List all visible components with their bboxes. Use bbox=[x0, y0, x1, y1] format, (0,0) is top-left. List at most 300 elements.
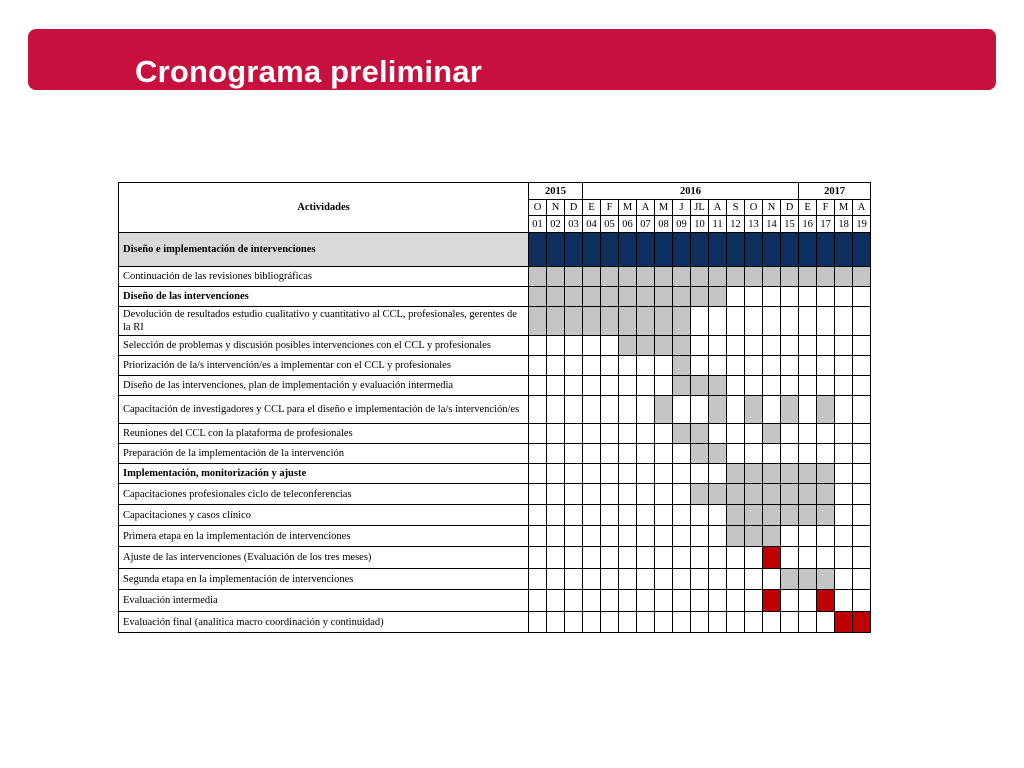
empty-cell bbox=[583, 612, 601, 633]
empty-cell bbox=[529, 590, 547, 612]
empty-cell bbox=[529, 569, 547, 590]
activity-label: Priorización de la/s intervención/es a implementar con el CCL y profesionales bbox=[119, 356, 529, 376]
activity-label: Preparación de la implementación de la intervención bbox=[119, 444, 529, 464]
empty-cell bbox=[799, 287, 817, 307]
empty-cell bbox=[835, 484, 853, 505]
empty-cell bbox=[727, 356, 745, 376]
section-bar-cell bbox=[583, 233, 601, 267]
section-bar-cell bbox=[745, 233, 763, 267]
empty-cell bbox=[565, 590, 583, 612]
section-bar-cell bbox=[799, 233, 817, 267]
activity-label: Ajuste de las intervenciones (Evaluación de los tres meses) bbox=[119, 547, 529, 569]
period-number-header: 19 bbox=[853, 216, 871, 233]
planned-cell bbox=[799, 505, 817, 526]
empty-cell bbox=[727, 612, 745, 633]
empty-cell bbox=[853, 376, 871, 396]
empty-cell bbox=[691, 547, 709, 569]
empty-cell bbox=[637, 444, 655, 464]
planned-cell bbox=[601, 287, 619, 307]
empty-cell bbox=[529, 424, 547, 444]
planned-cell bbox=[709, 267, 727, 287]
planned-cell bbox=[529, 307, 547, 336]
planned-cell bbox=[763, 267, 781, 287]
empty-cell bbox=[853, 590, 871, 612]
empty-cell bbox=[673, 590, 691, 612]
empty-cell bbox=[835, 569, 853, 590]
planned-cell bbox=[601, 267, 619, 287]
period-number-header: 01 bbox=[529, 216, 547, 233]
empty-cell bbox=[619, 396, 637, 424]
milestone-cell bbox=[817, 590, 835, 612]
empty-cell bbox=[799, 356, 817, 376]
empty-cell bbox=[799, 612, 817, 633]
empty-cell bbox=[799, 526, 817, 547]
planned-cell bbox=[709, 444, 727, 464]
empty-cell bbox=[547, 396, 565, 424]
activities-header: Actividades bbox=[119, 183, 529, 233]
planned-cell bbox=[781, 396, 799, 424]
planned-cell bbox=[655, 336, 673, 356]
month-header: A bbox=[637, 200, 655, 216]
planned-cell bbox=[817, 396, 835, 424]
activity-label: Evaluación intermedia bbox=[119, 590, 529, 612]
activity-label: Segunda etapa en la implementación de intervenciones bbox=[119, 569, 529, 590]
empty-cell bbox=[781, 444, 799, 464]
empty-cell bbox=[637, 484, 655, 505]
period-number-header: 15 bbox=[781, 216, 799, 233]
planned-cell bbox=[763, 424, 781, 444]
empty-cell bbox=[691, 464, 709, 484]
month-header: M bbox=[655, 200, 673, 216]
activity-row bbox=[119, 444, 871, 464]
empty-cell bbox=[565, 547, 583, 569]
empty-cell bbox=[835, 590, 853, 612]
planned-cell bbox=[763, 484, 781, 505]
planned-cell bbox=[691, 287, 709, 307]
month-header: O bbox=[529, 200, 547, 216]
month-header: A bbox=[853, 200, 871, 216]
empty-cell bbox=[709, 464, 727, 484]
empty-cell bbox=[691, 590, 709, 612]
empty-cell bbox=[763, 376, 781, 396]
empty-cell bbox=[583, 569, 601, 590]
planned-cell bbox=[727, 484, 745, 505]
period-number-header: 11 bbox=[709, 216, 727, 233]
empty-cell bbox=[709, 336, 727, 356]
empty-cell bbox=[691, 356, 709, 376]
empty-cell bbox=[817, 526, 835, 547]
header-years-row bbox=[119, 183, 871, 200]
period-number-header: 09 bbox=[673, 216, 691, 233]
empty-cell bbox=[529, 484, 547, 505]
empty-cell bbox=[781, 590, 799, 612]
empty-cell bbox=[565, 464, 583, 484]
planned-cell bbox=[727, 526, 745, 547]
empty-cell bbox=[565, 396, 583, 424]
empty-cell bbox=[817, 356, 835, 376]
planned-cell bbox=[691, 484, 709, 505]
month-header: A bbox=[709, 200, 727, 216]
month-header: J bbox=[673, 200, 691, 216]
empty-cell bbox=[835, 287, 853, 307]
section-bar-cell bbox=[637, 233, 655, 267]
planned-cell bbox=[709, 396, 727, 424]
empty-cell bbox=[709, 547, 727, 569]
empty-cell bbox=[691, 526, 709, 547]
empty-cell bbox=[853, 396, 871, 424]
empty-cell bbox=[853, 336, 871, 356]
empty-cell bbox=[835, 464, 853, 484]
month-header: O bbox=[745, 200, 763, 216]
empty-cell bbox=[673, 396, 691, 424]
empty-cell bbox=[565, 505, 583, 526]
activity-row bbox=[119, 267, 871, 287]
empty-cell bbox=[835, 505, 853, 526]
empty-cell bbox=[619, 612, 637, 633]
empty-cell bbox=[781, 526, 799, 547]
empty-cell bbox=[655, 356, 673, 376]
empty-cell bbox=[619, 424, 637, 444]
empty-cell bbox=[547, 336, 565, 356]
empty-cell bbox=[529, 356, 547, 376]
empty-cell bbox=[763, 569, 781, 590]
section-bar-cell bbox=[529, 233, 547, 267]
empty-cell bbox=[709, 424, 727, 444]
empty-cell bbox=[583, 424, 601, 444]
empty-cell bbox=[655, 547, 673, 569]
empty-cell bbox=[637, 526, 655, 547]
empty-cell bbox=[583, 547, 601, 569]
milestone-cell bbox=[763, 547, 781, 569]
activity-label: Diseño de las intervenciones, plan de implementación y evaluación intermedia bbox=[119, 376, 529, 396]
month-header: F bbox=[817, 200, 835, 216]
planned-cell bbox=[727, 267, 745, 287]
empty-cell bbox=[583, 484, 601, 505]
empty-cell bbox=[547, 547, 565, 569]
planned-cell bbox=[583, 287, 601, 307]
planned-cell bbox=[745, 526, 763, 547]
empty-cell bbox=[691, 307, 709, 336]
planned-cell bbox=[835, 267, 853, 287]
empty-cell bbox=[637, 505, 655, 526]
planned-cell bbox=[619, 267, 637, 287]
empty-cell bbox=[601, 396, 619, 424]
empty-cell bbox=[853, 444, 871, 464]
section-bar-cell bbox=[547, 233, 565, 267]
activity-label: Capacitación de investigadores y CCL para el diseño e implementación de la/s intervención/es bbox=[119, 396, 529, 424]
empty-cell bbox=[529, 612, 547, 633]
period-number-header: 14 bbox=[763, 216, 781, 233]
empty-cell bbox=[835, 336, 853, 356]
section-bar-cell bbox=[727, 233, 745, 267]
empty-cell bbox=[763, 287, 781, 307]
planned-cell bbox=[817, 569, 835, 590]
planned-cell bbox=[727, 505, 745, 526]
section-bar-cell bbox=[763, 233, 781, 267]
planned-cell bbox=[619, 307, 637, 336]
empty-cell bbox=[727, 424, 745, 444]
empty-cell bbox=[529, 505, 547, 526]
empty-cell bbox=[727, 590, 745, 612]
empty-cell bbox=[835, 376, 853, 396]
empty-cell bbox=[745, 424, 763, 444]
empty-cell bbox=[709, 569, 727, 590]
empty-cell bbox=[727, 287, 745, 307]
empty-cell bbox=[619, 526, 637, 547]
empty-cell bbox=[763, 612, 781, 633]
empty-cell bbox=[817, 612, 835, 633]
empty-cell bbox=[817, 376, 835, 396]
empty-cell bbox=[637, 547, 655, 569]
empty-cell bbox=[583, 505, 601, 526]
empty-cell bbox=[745, 547, 763, 569]
empty-cell bbox=[799, 547, 817, 569]
empty-cell bbox=[601, 464, 619, 484]
empty-cell bbox=[835, 307, 853, 336]
month-header: M bbox=[835, 200, 853, 216]
empty-cell bbox=[781, 336, 799, 356]
empty-cell bbox=[601, 612, 619, 633]
activity-row bbox=[119, 590, 871, 612]
section-bar-cell bbox=[601, 233, 619, 267]
month-header: JL bbox=[691, 200, 709, 216]
activity-row bbox=[119, 612, 871, 633]
empty-cell bbox=[655, 590, 673, 612]
empty-cell bbox=[565, 444, 583, 464]
empty-cell bbox=[817, 444, 835, 464]
empty-cell bbox=[547, 464, 565, 484]
empty-cell bbox=[655, 376, 673, 396]
empty-cell bbox=[619, 569, 637, 590]
empty-cell bbox=[853, 484, 871, 505]
month-header: D bbox=[781, 200, 799, 216]
period-number-header: 18 bbox=[835, 216, 853, 233]
empty-cell bbox=[655, 612, 673, 633]
empty-cell bbox=[745, 376, 763, 396]
slide-title: Cronograma preliminar bbox=[135, 54, 483, 89]
milestone-cell bbox=[763, 590, 781, 612]
planned-cell bbox=[529, 287, 547, 307]
empty-cell bbox=[745, 356, 763, 376]
month-header: M bbox=[619, 200, 637, 216]
empty-cell bbox=[817, 287, 835, 307]
planned-cell bbox=[655, 287, 673, 307]
empty-cell bbox=[529, 336, 547, 356]
empty-cell bbox=[529, 547, 547, 569]
gantt-chart-table bbox=[118, 182, 871, 633]
empty-cell bbox=[565, 526, 583, 547]
empty-cell bbox=[727, 307, 745, 336]
empty-cell bbox=[709, 526, 727, 547]
activity-row bbox=[119, 505, 871, 526]
planned-cell bbox=[799, 484, 817, 505]
period-number-header: 13 bbox=[745, 216, 763, 233]
period-number-header: 02 bbox=[547, 216, 565, 233]
planned-cell bbox=[673, 307, 691, 336]
planned-cell bbox=[799, 267, 817, 287]
empty-cell bbox=[547, 356, 565, 376]
planned-cell bbox=[817, 267, 835, 287]
empty-cell bbox=[583, 376, 601, 396]
activity-row bbox=[119, 396, 871, 424]
empty-cell bbox=[583, 356, 601, 376]
empty-cell bbox=[709, 307, 727, 336]
month-header: D bbox=[565, 200, 583, 216]
activity-label: Diseño e implementación de intervenciones bbox=[119, 233, 529, 267]
empty-cell bbox=[673, 444, 691, 464]
planned-cell bbox=[781, 484, 799, 505]
planned-cell bbox=[637, 287, 655, 307]
activity-label: Devolución de resultados estudio cualitativo y cuantitativo al CCL, profesionales, gerentes de la RI bbox=[119, 307, 529, 336]
empty-cell bbox=[619, 376, 637, 396]
period-number-header: 06 bbox=[619, 216, 637, 233]
planned-cell bbox=[763, 505, 781, 526]
period-number-header: 03 bbox=[565, 216, 583, 233]
empty-cell bbox=[799, 307, 817, 336]
planned-cell bbox=[637, 336, 655, 356]
empty-cell bbox=[745, 612, 763, 633]
empty-cell bbox=[601, 444, 619, 464]
empty-cell bbox=[547, 505, 565, 526]
milestone-cell bbox=[835, 612, 853, 633]
activity-label: Primera etapa en la implementación de intervenciones bbox=[119, 526, 529, 547]
planned-cell bbox=[547, 287, 565, 307]
empty-cell bbox=[835, 444, 853, 464]
empty-cell bbox=[529, 464, 547, 484]
empty-cell bbox=[673, 612, 691, 633]
empty-cell bbox=[655, 505, 673, 526]
empty-cell bbox=[709, 356, 727, 376]
empty-cell bbox=[583, 396, 601, 424]
planned-cell bbox=[583, 267, 601, 287]
empty-cell bbox=[745, 336, 763, 356]
empty-cell bbox=[853, 547, 871, 569]
planned-cell bbox=[763, 526, 781, 547]
planned-cell bbox=[673, 356, 691, 376]
empty-cell bbox=[709, 612, 727, 633]
empty-cell bbox=[565, 424, 583, 444]
empty-cell bbox=[799, 424, 817, 444]
empty-cell bbox=[565, 336, 583, 356]
empty-cell bbox=[799, 336, 817, 356]
empty-cell bbox=[799, 376, 817, 396]
empty-cell bbox=[601, 356, 619, 376]
empty-cell bbox=[853, 464, 871, 484]
planned-cell bbox=[691, 444, 709, 464]
empty-cell bbox=[763, 336, 781, 356]
empty-cell bbox=[673, 484, 691, 505]
planned-cell bbox=[781, 267, 799, 287]
planned-cell bbox=[727, 464, 745, 484]
planned-cell bbox=[565, 307, 583, 336]
planned-cell bbox=[745, 267, 763, 287]
planned-cell bbox=[673, 267, 691, 287]
empty-cell bbox=[529, 526, 547, 547]
empty-cell bbox=[547, 590, 565, 612]
section-row bbox=[119, 233, 871, 267]
planned-cell bbox=[655, 396, 673, 424]
planned-cell bbox=[799, 569, 817, 590]
period-number-header: 04 bbox=[583, 216, 601, 233]
empty-cell bbox=[763, 444, 781, 464]
empty-cell bbox=[601, 547, 619, 569]
planned-cell bbox=[745, 396, 763, 424]
section-bar-cell bbox=[673, 233, 691, 267]
month-header: N bbox=[547, 200, 565, 216]
activity-row bbox=[119, 424, 871, 444]
planned-cell bbox=[601, 307, 619, 336]
empty-cell bbox=[637, 356, 655, 376]
planned-cell bbox=[655, 307, 673, 336]
empty-cell bbox=[691, 396, 709, 424]
empty-cell bbox=[673, 569, 691, 590]
planned-cell bbox=[799, 464, 817, 484]
planned-cell bbox=[745, 484, 763, 505]
month-header: N bbox=[763, 200, 781, 216]
planned-cell bbox=[583, 307, 601, 336]
planned-cell bbox=[745, 464, 763, 484]
activity-row bbox=[119, 484, 871, 505]
empty-cell bbox=[763, 307, 781, 336]
month-header: E bbox=[799, 200, 817, 216]
activity-row bbox=[119, 547, 871, 569]
empty-cell bbox=[853, 307, 871, 336]
empty-cell bbox=[601, 336, 619, 356]
period-number-header: 12 bbox=[727, 216, 745, 233]
empty-cell bbox=[565, 356, 583, 376]
empty-cell bbox=[547, 526, 565, 547]
empty-cell bbox=[655, 424, 673, 444]
empty-cell bbox=[601, 526, 619, 547]
empty-cell bbox=[655, 526, 673, 547]
empty-cell bbox=[709, 505, 727, 526]
empty-cell bbox=[727, 336, 745, 356]
year-header: 2015 bbox=[529, 183, 583, 200]
activity-row bbox=[119, 526, 871, 547]
activity-label: Selección de problemas y discusión posibles intervenciones con el CCL y profesionales bbox=[119, 336, 529, 356]
empty-cell bbox=[655, 569, 673, 590]
section-bar-cell bbox=[835, 233, 853, 267]
empty-cell bbox=[673, 547, 691, 569]
empty-cell bbox=[817, 424, 835, 444]
activity-label: Diseño de las intervenciones bbox=[119, 287, 529, 307]
empty-cell bbox=[691, 569, 709, 590]
planned-cell bbox=[529, 267, 547, 287]
planned-cell bbox=[745, 505, 763, 526]
empty-cell bbox=[817, 336, 835, 356]
empty-cell bbox=[529, 396, 547, 424]
planned-cell bbox=[547, 307, 565, 336]
activity-row bbox=[119, 287, 871, 307]
empty-cell bbox=[673, 464, 691, 484]
section-bar-cell bbox=[781, 233, 799, 267]
empty-cell bbox=[637, 396, 655, 424]
empty-cell bbox=[745, 590, 763, 612]
empty-cell bbox=[691, 612, 709, 633]
planned-cell bbox=[817, 484, 835, 505]
empty-cell bbox=[727, 396, 745, 424]
empty-cell bbox=[817, 547, 835, 569]
empty-cell bbox=[619, 356, 637, 376]
empty-cell bbox=[781, 612, 799, 633]
section-bar-cell bbox=[709, 233, 727, 267]
empty-cell bbox=[601, 590, 619, 612]
activity-label: Reuniones del CCL con la plataforma de profesionales bbox=[119, 424, 529, 444]
empty-cell bbox=[637, 464, 655, 484]
empty-cell bbox=[745, 444, 763, 464]
activity-row bbox=[119, 336, 871, 356]
empty-cell bbox=[673, 526, 691, 547]
